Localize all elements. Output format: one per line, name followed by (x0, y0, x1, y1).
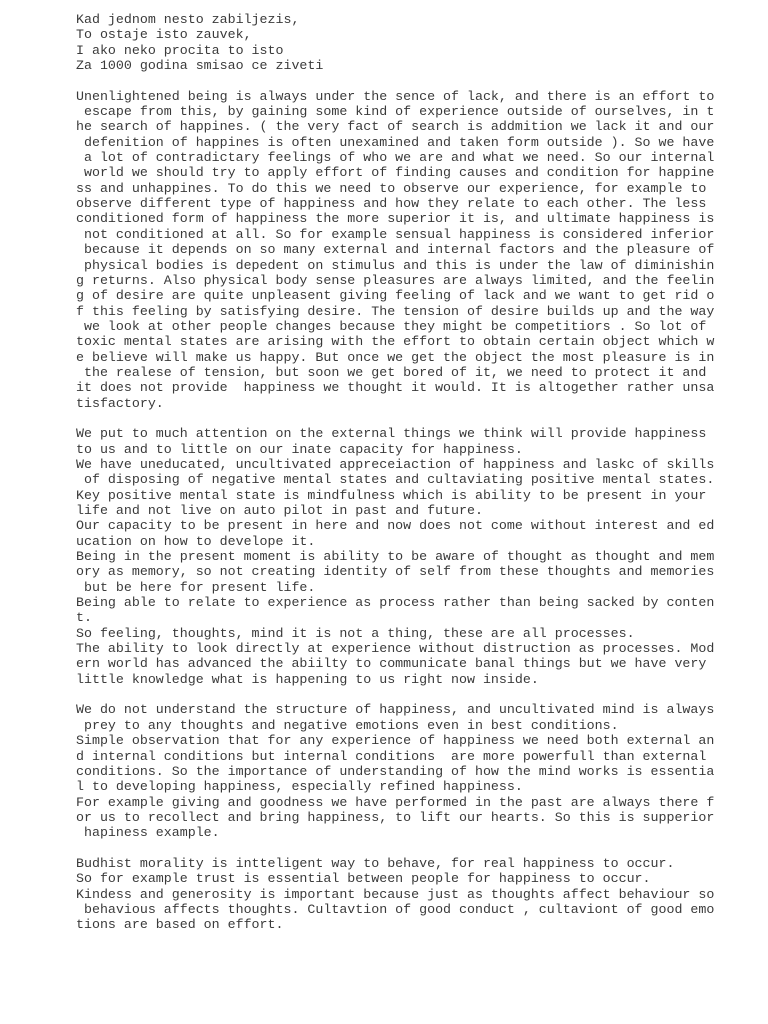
text-line: because it depends on so many external and internal factors and the pleasure of (76, 242, 715, 258)
text-line: we look at other people changes because they might be competitiors . So lot of (76, 318, 707, 334)
blank-line (76, 411, 676, 426)
blank-line (76, 841, 676, 856)
text-line: So feeling, thoughts, mind it is not a thing, these are all processes. (76, 625, 635, 641)
text-line: Being able to relate to experience as process rather than being sacked by conten (76, 595, 715, 611)
text-line: Kad jednom nesto zabiljezis, (76, 12, 300, 27)
text-line: hapiness example. (76, 825, 220, 841)
text-line: g returns. Also physical body sense pleasures are always limited, and the feelin (76, 272, 715, 288)
text-line: Key positive mental state is mindfulness which is ability to be present in your (76, 487, 707, 503)
text-line: So for example trust is essential between people for happiness to occur. (76, 871, 651, 887)
text-line: Simple observation that for any experience of happiness we need both external an (76, 733, 715, 749)
text-line: defenition of happines is often unexamined and taken form outside ). So we have (76, 134, 715, 150)
text-line: ory as memory, so not creating identity of self from these thoughts and memories (76, 564, 715, 580)
text-line: Za 1000 godina smisao ce ziveti (76, 58, 324, 74)
text-line: behavious affects thoughts. Cultavtion of good conduct , cultaviont of good emo (76, 901, 715, 917)
text-line: it does not provide happiness we thought it would. It is altogether rather unsa (76, 380, 715, 396)
text-line: The ability to look directly at experience without distruction as processes. Mod (76, 641, 715, 657)
text-line: observe different type of happiness and how they relate to each other. The less (76, 196, 707, 212)
text-line: or us to recollect and bring happiness, to lift our hearts. So this is supperior (76, 809, 715, 825)
text-line: life and not live on auto pilot in past and future. (76, 503, 483, 518)
text-line: Kindess and generosity is important because just as thoughts affect behaviour so (76, 886, 715, 902)
text-line: but be here for present life. (76, 579, 316, 595)
text-line: conditions. So the importance of understanding of how the mind works is essentia (76, 763, 715, 779)
text-line: of disposing of negative mental states and cultaviating positive mental states. (76, 472, 715, 488)
text-line: e believe will make us happy. But once we get the object the most pleasure is in (76, 349, 715, 365)
text-line: prey to any thoughts and negative emotions even in best conditions. (76, 717, 619, 733)
text-line: To ostaje isto zauvek, (76, 27, 252, 43)
text-line: ern world has advanced the abiilty to communicate banal things but we have very (76, 656, 707, 672)
text-line: t. (76, 610, 92, 626)
text-line: physical bodies is depedent on stimulus and this is under the law of diminishin (76, 257, 715, 273)
text-line: to us and to little on our inate capacity for happiness. (76, 441, 523, 457)
text-line: g of desire are quite unpleasent giving feeling of lack and we want to get rid o (76, 288, 715, 304)
text-line: conditioned form of happiness the more superior it is, and ultimate happiness is (76, 211, 715, 227)
text-line: ucation on how to develope it. (76, 533, 316, 549)
text-line: For example giving and goodness we have performed in the past are always there f (76, 794, 715, 810)
text-line: I ako neko procita to isto (76, 42, 284, 58)
text-line: little knowledge what is happening to us right now inside. (76, 671, 539, 687)
text-line: the realese of tension, but soon we get bored of it, we need to protect it and (76, 364, 707, 380)
text-line: We do not understand the structure of happiness, and uncultivated mind is always (76, 702, 715, 718)
text-line: Unenlightened being is always under the sence of lack, and there is an effort to (76, 88, 715, 104)
text-line: We have uneducated, uncultivated appreceiaction of happiness and laskc of skills (76, 456, 715, 472)
text-line: Budhist morality is intteligent way to behave, for real happiness to occur. (76, 855, 675, 871)
text-line: tions are based on effort. (76, 917, 284, 933)
text-line: toxic mental states are arising with the effort to obtain certain object which w (76, 334, 715, 350)
text-line: f this feeling by satisfying desire. The tension of desire builds up and the way (76, 303, 715, 319)
blank-line (76, 687, 676, 702)
text-line: he search of happines. ( the very fact of search is addmition we lack it and our (76, 119, 715, 135)
text-line: d internal conditions but internal conditions are more powerfull than external (76, 748, 707, 764)
text-line: a lot of contradictary feelings of who we are and what we need. So our internal (76, 150, 715, 166)
text-line: We put to much attention on the external things we think will provide happiness (76, 426, 707, 442)
document-page (76, 12, 715, 933)
text-line: Being in the present moment is ability to be aware of thought as thought and mem (76, 549, 715, 565)
text-line: world we should try to apply effort of finding causes and condition for happine (76, 165, 715, 181)
text-line: not conditioned at all. So for example sensual happiness is considered inferior (76, 226, 715, 242)
text-line: Our capacity to be present in here and now does not come without interest and ed (76, 518, 715, 534)
text-line: tisfactory. (76, 395, 164, 411)
text-line: escape from this, by gaining some kind of experience outside of ourselves, in t (76, 104, 715, 120)
text-line: l to developing happiness, especially refined happiness. (76, 779, 523, 795)
text-line: ss and unhappines. To do this we need to observe our experience, for example to (76, 180, 707, 196)
blank-line (76, 73, 676, 88)
